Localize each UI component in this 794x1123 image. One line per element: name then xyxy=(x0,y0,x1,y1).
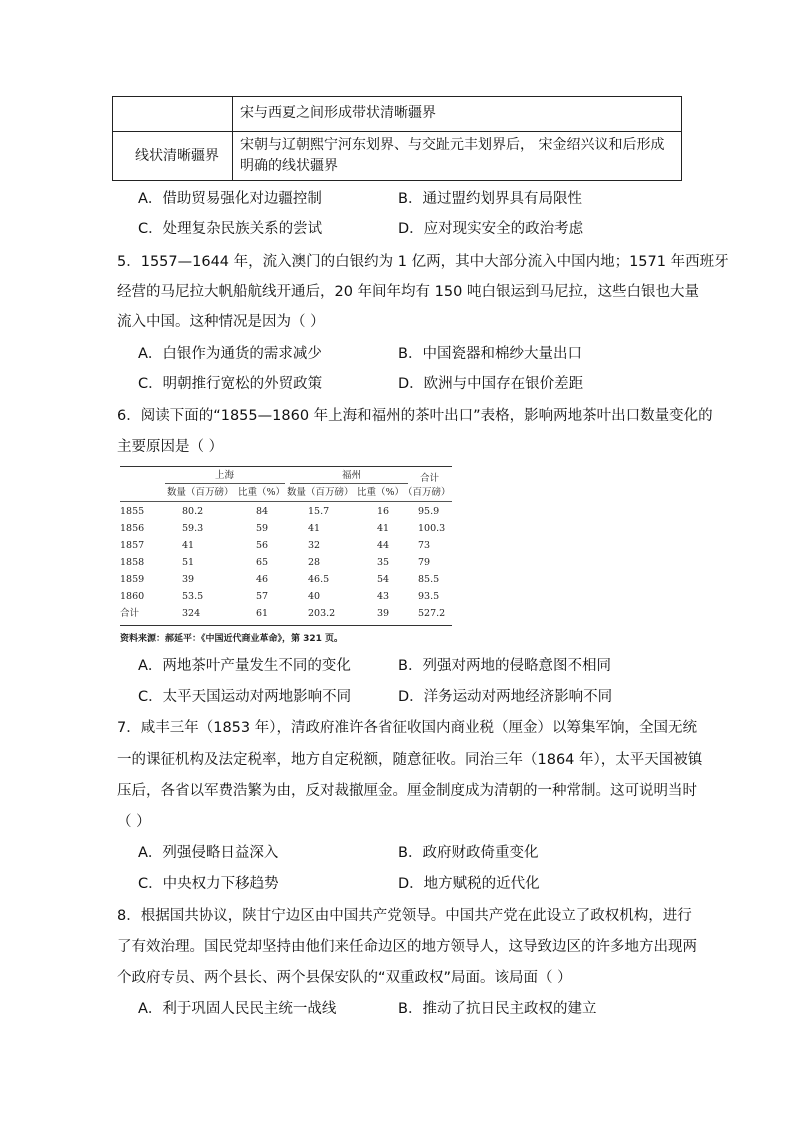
tea-cell-fz-qty: 41 xyxy=(308,523,321,534)
table-cell-row2-right-line1: 宋朝与辽朝熙宁河东划界、与交趾元丰划界后， 宋金绍兴议和后形成 xyxy=(240,137,665,153)
tea-cell-fz-pct: 41 xyxy=(377,523,390,534)
tea-cell-year: 1859 xyxy=(120,574,145,585)
header-fuzhou: 福州 xyxy=(342,470,362,481)
tea-cell-total: 85.5 xyxy=(418,574,440,585)
tea-cell-sh-qty: 80.2 xyxy=(182,506,204,517)
q7-option-a: A．列强侵略日益深入 xyxy=(138,845,279,861)
tea-cell-year: 1855 xyxy=(120,506,145,517)
tea-cell-total: 100.3 xyxy=(418,523,446,534)
table-cell-row2-left: 线状清晰疆界 xyxy=(135,148,219,164)
q8-option-b: B．推动了抗日民主政权的建立 xyxy=(398,1001,597,1017)
q7-stem-line1: 7．咸丰三年（1853 年），清政府准许各省征收国内商业税（厘金）以筹集军饷，全国无统 xyxy=(117,720,697,736)
tea-cell-year: 合计 xyxy=(120,608,140,619)
tea-cell-fz-qty: 46.5 xyxy=(308,574,330,585)
q4-option-a: A．借助贸易强化对边疆控制 xyxy=(138,191,322,207)
tea-cell-sh-pct: 57 xyxy=(256,591,269,602)
table-cell-row2-right-line2: 明确的线状疆界 xyxy=(240,158,338,174)
tea-cell-sh-qty: 41 xyxy=(182,540,195,551)
subheader-qty-fuzhou: 数量（百万磅） xyxy=(287,487,354,498)
q5-option-a: A．白银作为通货的需求减少 xyxy=(138,346,322,362)
tea-cell-sh-qty: 51 xyxy=(182,557,195,568)
header-total: 合计 xyxy=(420,473,440,484)
q6-option-c: C．太平天国运动对两地影响不同 xyxy=(138,689,352,705)
tea-cell-sh-pct: 59 xyxy=(256,523,269,534)
q7-option-d: D．地方赋税的近代化 xyxy=(398,876,540,892)
table-source-note: 资料来源：郝延平：《中国近代商业革命》，第 321 页。 xyxy=(120,634,344,644)
q5-stem-line3: 流入中国。这种情况是因为（ ） xyxy=(117,314,325,330)
tea-cell-year: 1860 xyxy=(120,591,145,602)
table-cell-row1-right: 宋与西夏之间形成带状清晰疆界 xyxy=(240,105,436,121)
q6-option-a: A．两地茶叶产量发生不同的变化 xyxy=(138,658,351,674)
tea-cell-sh-qty: 59.3 xyxy=(182,523,204,534)
subheader-pct-fuzhou: 比重（%） xyxy=(357,487,405,498)
tea-cell-fz-qty: 40 xyxy=(308,591,321,602)
q8-stem-line3: 个政府专员、两个县长、两个县保安队的“双重政权”局面。该局面（ ） xyxy=(117,970,572,986)
q5-option-c: C．明朝推行宽松的外贸政策 xyxy=(138,376,323,392)
q7-option-c: C．中央权力下移趋势 xyxy=(138,876,279,892)
tea-cell-total: 95.9 xyxy=(418,506,440,517)
tea-cell-sh-pct: 84 xyxy=(256,506,269,517)
q8-stem-line1: 8．根据国共协议，陕甘宁边区由中国共产党领导。中国共产党在此设立了政权机构，进行 xyxy=(117,908,692,924)
subheader-pct-shanghai: 比重（%） xyxy=(238,487,286,498)
q6-option-d: D．洋务运动对两地经济影响不同 xyxy=(398,689,613,705)
tea-cell-sh-pct: 61 xyxy=(256,608,269,619)
q5-stem-line1: 5．1557—1644 年，流入澳门的白银约为 1 亿两，其中大部分流入中国内地；1571 年西班牙 xyxy=(117,254,729,270)
tea-cell-year: 1858 xyxy=(120,557,145,568)
q6-stem-line1: 6．阅读下面的“1855—1860 年上海和福州的茶叶出口”表格，影响两地茶叶出口数量变化的 xyxy=(117,408,713,424)
q7-option-b: B．政府财政倚重变化 xyxy=(398,845,539,861)
tea-cell-sh-pct: 56 xyxy=(256,540,269,551)
tea-cell-fz-pct: 54 xyxy=(377,574,390,585)
tea-cell-fz-qty: 28 xyxy=(308,557,321,568)
table-divider-vertical xyxy=(232,97,233,180)
q4-option-c: C．处理复杂民族关系的尝试 xyxy=(138,221,323,237)
tea-cell-fz-pct: 16 xyxy=(377,506,390,517)
q8-option-a: A．利于巩固人民民主统一战线 xyxy=(138,1001,337,1017)
tea-cell-year: 1857 xyxy=(120,540,145,551)
q4-option-d: D．应对现实安全的政治考虑 xyxy=(398,221,584,237)
q5-option-b: B．中国瓷器和棉纱大量出口 xyxy=(398,346,582,362)
q7-stem-line2: 一的课征机构及法定税率，地方自定税额，随意征收。同治三年（1864 年），太平天国被镇 xyxy=(117,752,703,768)
tea-cell-total: 527.2 xyxy=(418,608,446,619)
tea-cell-year: 1856 xyxy=(120,523,145,534)
tea-cell-fz-pct: 43 xyxy=(377,591,390,602)
tea-cell-fz-pct: 44 xyxy=(377,540,390,551)
tea-cell-fz-qty: 32 xyxy=(308,540,321,551)
tea-cell-sh-qty: 53.5 xyxy=(182,591,204,602)
table-divider-horizontal xyxy=(113,131,681,132)
q7-stem-line4: （ ） xyxy=(117,814,151,830)
subheader-qty-shanghai: 数量（百万磅） xyxy=(167,487,234,498)
q7-stem-line3: 压后，各省以军费浩繁为由，反对裁撤厘金。厘金制度成为清朝的一种常制。这可说明当时 xyxy=(117,783,697,799)
tea-cell-sh-pct: 46 xyxy=(256,574,269,585)
tea-cell-total: 73 xyxy=(418,540,431,551)
table-bottom-rule xyxy=(120,625,452,626)
q5-option-d: D．欧洲与中国存在银价差距 xyxy=(398,376,584,392)
tea-cell-total: 93.5 xyxy=(418,591,440,602)
q5-stem-line2: 经营的马尼拉大帆船航线开通后，20 年间年均有 150 吨白银运到马尼拉，这些白银也大量 xyxy=(117,284,699,300)
subheader-total-unit: （百万磅） xyxy=(403,487,451,498)
q6-stem-line2: 主要原因是（ ） xyxy=(117,439,224,455)
header-shanghai: 上海 xyxy=(215,470,235,481)
header-bottom-rule xyxy=(120,501,452,502)
table-top-rule xyxy=(120,466,452,467)
header-rule-fuzhou xyxy=(290,483,408,484)
tea-cell-fz-qty: 203.2 xyxy=(308,608,336,619)
q8-stem-line2: 了有效治理。国民党却坚持由他们来任命边区的地方领导人，这导致边区的许多地方出现两 xyxy=(117,939,697,955)
q6-option-b: B．列强对两地的侵略意图不相同 xyxy=(398,658,611,674)
tea-cell-sh-qty: 39 xyxy=(182,574,195,585)
tea-cell-sh-qty: 324 xyxy=(182,608,201,619)
tea-cell-fz-qty: 15.7 xyxy=(308,506,330,517)
q4-option-b: B．通过盟约划界具有局限性 xyxy=(398,191,582,207)
boundary-table xyxy=(112,96,682,181)
tea-cell-sh-pct: 65 xyxy=(256,557,269,568)
header-rule-shanghai xyxy=(165,483,285,484)
tea-cell-fz-pct: 39 xyxy=(377,608,390,619)
tea-cell-total: 79 xyxy=(418,557,431,568)
tea-cell-fz-pct: 35 xyxy=(377,557,390,568)
